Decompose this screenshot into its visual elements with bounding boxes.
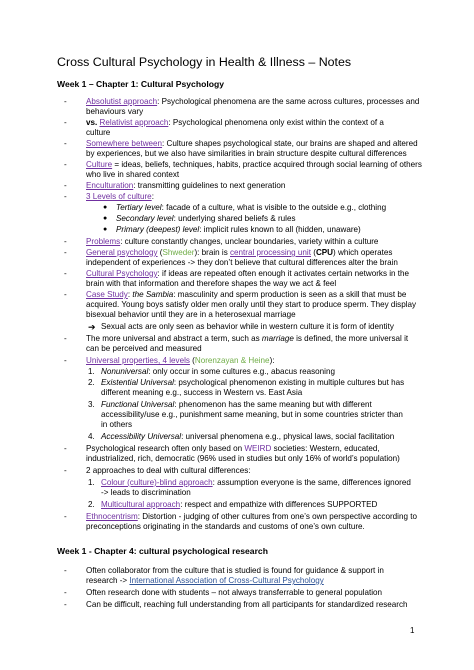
page-number: 1 — [410, 626, 415, 635]
list-number: 1. — [88, 367, 95, 376]
list-item-cont: bisexual behavior until they are in a heterosexual marriage — [86, 310, 296, 319]
list-number: 4. — [88, 432, 95, 441]
list-item: Problems: culture constantly changes, unclear boundaries, variety within a culture — [86, 237, 379, 246]
sub-list-item-cont: different meaning e.g., success in Western vs. East Asia — [101, 388, 303, 397]
list-item: Case Study: the Sambia: masculinity and sperm production is seen as a skill that must be — [86, 290, 407, 299]
sub-list-item-cont: -> leads to discrimination — [101, 488, 191, 497]
list-item: Culture = ideas, beliefs, techniques, habits, practice acquired through social learning of others — [86, 160, 422, 169]
list-item: vs. Relativist approach: Psychological phenomena only exist within the context of a — [86, 118, 384, 127]
sub-list-item: Colour (culture)-blind approach: assumption everyone is the same, differences ignored — [101, 478, 411, 487]
list-item-cont: behaviours vary — [86, 107, 144, 116]
list-dash: - — [64, 444, 67, 453]
list-dash: - — [64, 269, 67, 278]
list-number: 1. — [88, 478, 95, 487]
term-absolutist: Absolutist approach — [86, 97, 158, 106]
list-dash: - — [64, 290, 67, 299]
list-dash: - — [64, 160, 67, 169]
list-item: Ethnocentrism: Distortion - judging of other cultures from one’s own perspective according to — [86, 512, 417, 521]
list-dash: - — [64, 466, 67, 475]
bullet-icon: ● — [103, 204, 108, 211]
list-dash: - — [64, 248, 67, 257]
list-dash: - — [64, 118, 67, 127]
arrow-right-icon: ➔ — [88, 322, 96, 332]
list-item-cont: preconceptions originating in the standards and customs of one’s own culture. — [86, 522, 365, 531]
list-item-cont: culture — [86, 128, 111, 137]
iaccp-link[interactable]: International Association of Cross-Cultural Psychology — [129, 576, 324, 585]
sub-list-item: Nonuniversal: only occur in some cultures e.g., abacus reasoning — [101, 367, 335, 376]
list-item-cont: industrialized, rich, democratic (96% used in studies but only 16% of world’s population) — [86, 454, 400, 463]
list-dash: - — [64, 334, 67, 343]
document-title: Cross Cultural Psychology in Health & Illness – Notes — [57, 55, 352, 69]
list-dash: - — [64, 356, 67, 365]
list-item: Cultural Psychology: if ideas are repeated often enough it activates certain networks in the — [86, 269, 410, 278]
list-dash: - — [64, 192, 67, 201]
list-item: Universal properties, 4 levels (Norenzayan & Heine): — [86, 356, 275, 365]
list-item-cont: independent of experiences -> they don’t believe that cultural differences alter the brain — [86, 258, 398, 267]
list-dash: - — [64, 181, 67, 190]
list-item-cont: acquired. Young boys satisfy older men orally until they start to produce sperm. They display — [86, 300, 417, 309]
list-item: Somewhere between: Culture shapes psychological state, our brains are shaped and altered — [86, 139, 418, 148]
list-item: 2 approaches to deal with cultural differences: — [86, 466, 251, 475]
sub-list-item: Sexual acts are only seen as behavior while in western culture it is form of identity — [101, 322, 394, 331]
week1-chapter1-heading: Week 1 – Chapter 1: Cultural Psychology — [57, 79, 224, 89]
sub-list-item: Secondary level: underlying shared beliefs & rules — [116, 214, 296, 223]
list-dash: - — [64, 139, 67, 148]
list-item: Enculturation: transmitting guidelines to next generation — [86, 181, 286, 190]
list-item-cont: can be perceived and measured — [86, 344, 202, 353]
sub-list-item: Primary (deepest) level: implicit rules known to all (hidden, unaware) — [116, 225, 361, 234]
sub-list-item: Tertiary level: facade of a culture, what is visible to the outside e.g., clothing — [116, 203, 387, 212]
sub-list-item-cont: in others — [101, 420, 133, 429]
list-item: Often research done with students – not always transferrable to general population — [86, 588, 383, 597]
week1-chapter4-heading: Week 1 - Chapter 4: cultural psychological research — [57, 546, 268, 556]
list-item: General psychology (Shweder): brain is central processing unit (CPU) which operates — [86, 248, 393, 257]
list-item: 3 Levels of culture: — [86, 192, 154, 201]
list-dash: - — [64, 566, 67, 575]
list-number: 2. — [88, 378, 95, 387]
list-item-cont: who live in shared context — [86, 170, 180, 179]
list-item: Absolutist approach: Psychological phenomena are the same across cultures, processes and — [86, 97, 420, 106]
list-item: Often collaborator from the culture that is studied is found for guidance & support in — [86, 566, 384, 575]
list-dash: - — [64, 237, 67, 246]
list-item-cont: by experiences, but we also have similarities in brain structure despite cultural differences — [86, 149, 407, 158]
bullet-icon: ● — [103, 215, 108, 222]
sub-list-item: Existential Universal: psychological phenomenon existing in multiple cultures but has — [101, 378, 405, 387]
sub-list-item: Multicultural approach: respect and empathize with differences SUPPORTED — [101, 500, 378, 509]
list-item: Can be difficult, reaching full understanding from all participants for standardized research — [86, 600, 408, 609]
sub-list-item: Accessibility Universal: universal phenomena e.g., physical laws, social facilitation — [101, 432, 395, 441]
sub-list-item: Functional Universal: phenomenon has the same meaning but with different — [101, 400, 372, 409]
list-dash: - — [64, 600, 67, 609]
list-number: 2. — [88, 500, 95, 509]
list-item-cont: brain with that information and therefore shapes the way we act & feel — [86, 279, 337, 288]
list-number: 3. — [88, 400, 95, 409]
term-relativist: Relativist approach — [99, 118, 169, 127]
list-dash: - — [64, 512, 67, 521]
list-item: The more universal and abstract a term, such as marriage is defined, the more universal it — [86, 334, 409, 343]
sub-list-item-cont: accessibility/use e.g., punishment same meaning, but in some countries stricter than — [101, 410, 403, 419]
list-item-cont: research -> International Association of Cross-Cultural Psychology — [86, 576, 324, 585]
list-dash: - — [64, 588, 67, 597]
list-dash: - — [64, 97, 67, 106]
bullet-icon: ● — [103, 226, 108, 233]
list-item: Psychological research often only based on WEIRD societies: Western, educated, — [86, 444, 380, 453]
